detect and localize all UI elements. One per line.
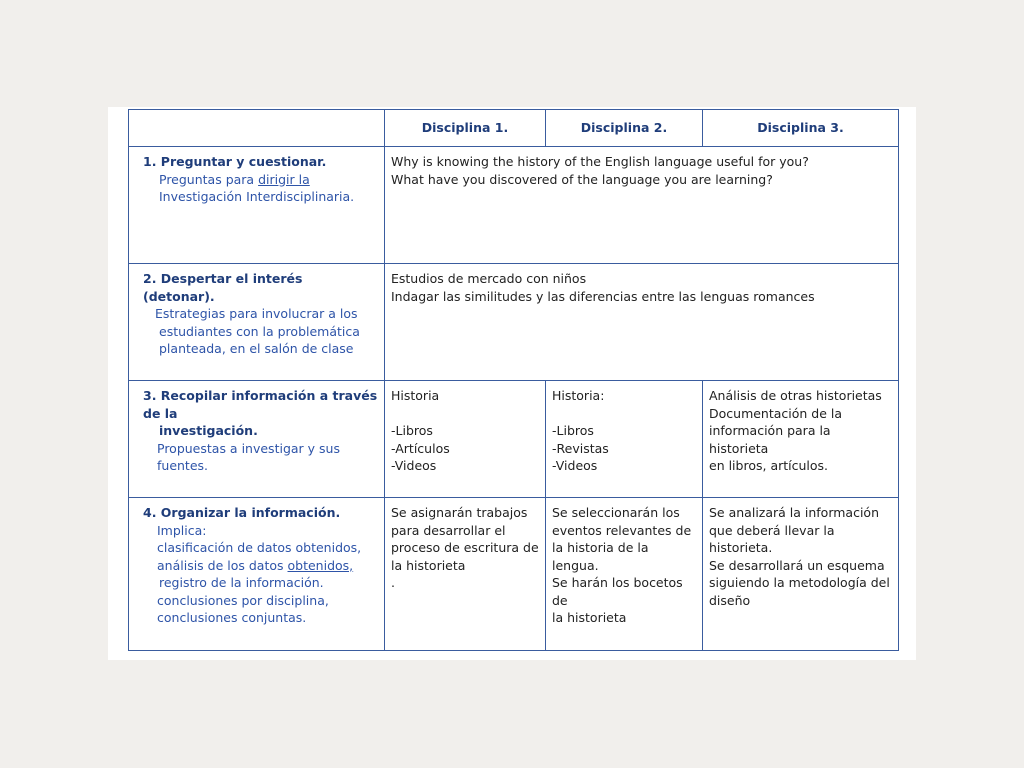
stage-description-line: Implica:	[157, 522, 207, 538]
table-row	[129, 498, 899, 651]
cell-line: -Videos	[391, 458, 437, 473]
cell-line: la historieta	[552, 610, 627, 625]
cell-line: Se harán los bocetos de	[552, 575, 687, 608]
planning-table	[128, 109, 899, 651]
cell-line: en libros, artículos.	[709, 458, 829, 473]
content-line: Estudios de mercado con niños	[391, 271, 587, 286]
header-row	[129, 110, 899, 147]
header-discipline-3: Disciplina 3.	[703, 110, 899, 147]
underlined-text: dirigir la	[258, 171, 310, 187]
cell-line: diseño	[709, 592, 751, 608]
cell-line: Historia:	[552, 388, 605, 403]
stage-description-line: registro de la información.	[159, 575, 324, 590]
stage-description-line: clasificación de datos obtenidos,	[157, 540, 362, 555]
cell-line: Historia	[391, 388, 440, 403]
stage-title: 1. Preguntar y cuestionar.	[143, 154, 327, 169]
content-line: What have you discovered of the language you are learning?	[391, 171, 773, 187]
cell-line: Se seleccionarán los	[552, 505, 680, 520]
stage-description-line: conclusiones por disciplina,	[157, 592, 329, 608]
stage-description-line: Investigación Interdisciplinaria.	[159, 189, 355, 204]
stage-description-line: planteada, en el salón de clase	[159, 341, 354, 356]
cell-line: -Videos	[552, 458, 598, 473]
stage-description-line	[135, 557, 378, 575]
cell-line: .	[391, 575, 395, 590]
cell-line: -Artículos	[391, 440, 450, 456]
discipline-1-cell	[385, 381, 546, 498]
table-row	[129, 264, 899, 381]
cell-line: -Libros	[552, 423, 594, 438]
cell-line: información para la historieta	[709, 423, 835, 456]
stage-title: 2. Despertar el interés (detonar).	[143, 271, 303, 304]
stage-cell	[129, 498, 385, 651]
cell-line: la historia de la lengua.	[552, 540, 653, 573]
discipline-1-cell	[385, 498, 546, 651]
merged-content-cell	[385, 147, 899, 264]
stage-description-line: Estrategias para involucrar a los	[155, 306, 358, 321]
underlined-text: obtenidos,	[287, 557, 354, 573]
stage-cell	[129, 381, 385, 498]
cell-line: proceso de escritura de	[391, 540, 539, 555]
cell-line: Se asignarán trabajos	[391, 505, 528, 520]
stage-description	[135, 171, 378, 189]
table-row	[129, 381, 899, 498]
cell-line: Documentación de la	[709, 405, 843, 421]
stage-cell	[129, 147, 385, 264]
discipline-3-cell	[703, 381, 899, 498]
content-line: Why is knowing the history of the English language useful for you?	[391, 154, 809, 169]
cell-line: Se analizará la información	[709, 505, 880, 520]
cell-line: que deberá llevar la historieta.	[709, 522, 839, 555]
cell-line: la historieta	[391, 557, 466, 573]
discipline-2-cell	[546, 381, 703, 498]
header-discipline-2: Disciplina 2.	[546, 110, 703, 147]
cell-line	[552, 405, 696, 423]
merged-content-cell	[385, 264, 899, 381]
stage-description-text: Preguntas para	[159, 171, 259, 187]
stage-title: 3. Recopilar información a través de la	[143, 388, 378, 421]
cell-line: Se desarrollará un esquema	[709, 557, 885, 573]
header-empty-cell	[129, 110, 385, 147]
discipline-3-cell	[703, 498, 899, 651]
cell-line: eventos relevantes de	[552, 522, 692, 538]
cell-line: -Revistas	[552, 440, 609, 456]
cell-line: para desarrollar el	[391, 522, 506, 538]
cell-line: siguiendo la metodología del	[709, 575, 890, 590]
cell-line: -Libros	[391, 423, 433, 438]
cell-line: Análisis de otras historietas	[709, 388, 882, 403]
header-discipline-1: Disciplina 1.	[385, 110, 546, 147]
stage-title: 4. Organizar la información.	[143, 505, 341, 520]
stage-description: Propuestas a investigar y sus fuentes.	[157, 440, 340, 473]
stage-description-line: conclusiones conjuntas.	[157, 610, 307, 625]
stage-description-text: análisis de los datos	[157, 557, 288, 573]
stage-description-line: estudiantes con la problemática	[159, 323, 360, 339]
table-row	[129, 147, 899, 264]
slide-page	[108, 107, 916, 660]
stage-cell	[129, 264, 385, 381]
cell-line	[391, 405, 539, 423]
content-line: Indagar las similitudes y las diferencias entre las lenguas romances	[391, 288, 815, 304]
discipline-2-cell	[546, 498, 703, 651]
stage-title-line: investigación.	[159, 423, 258, 438]
